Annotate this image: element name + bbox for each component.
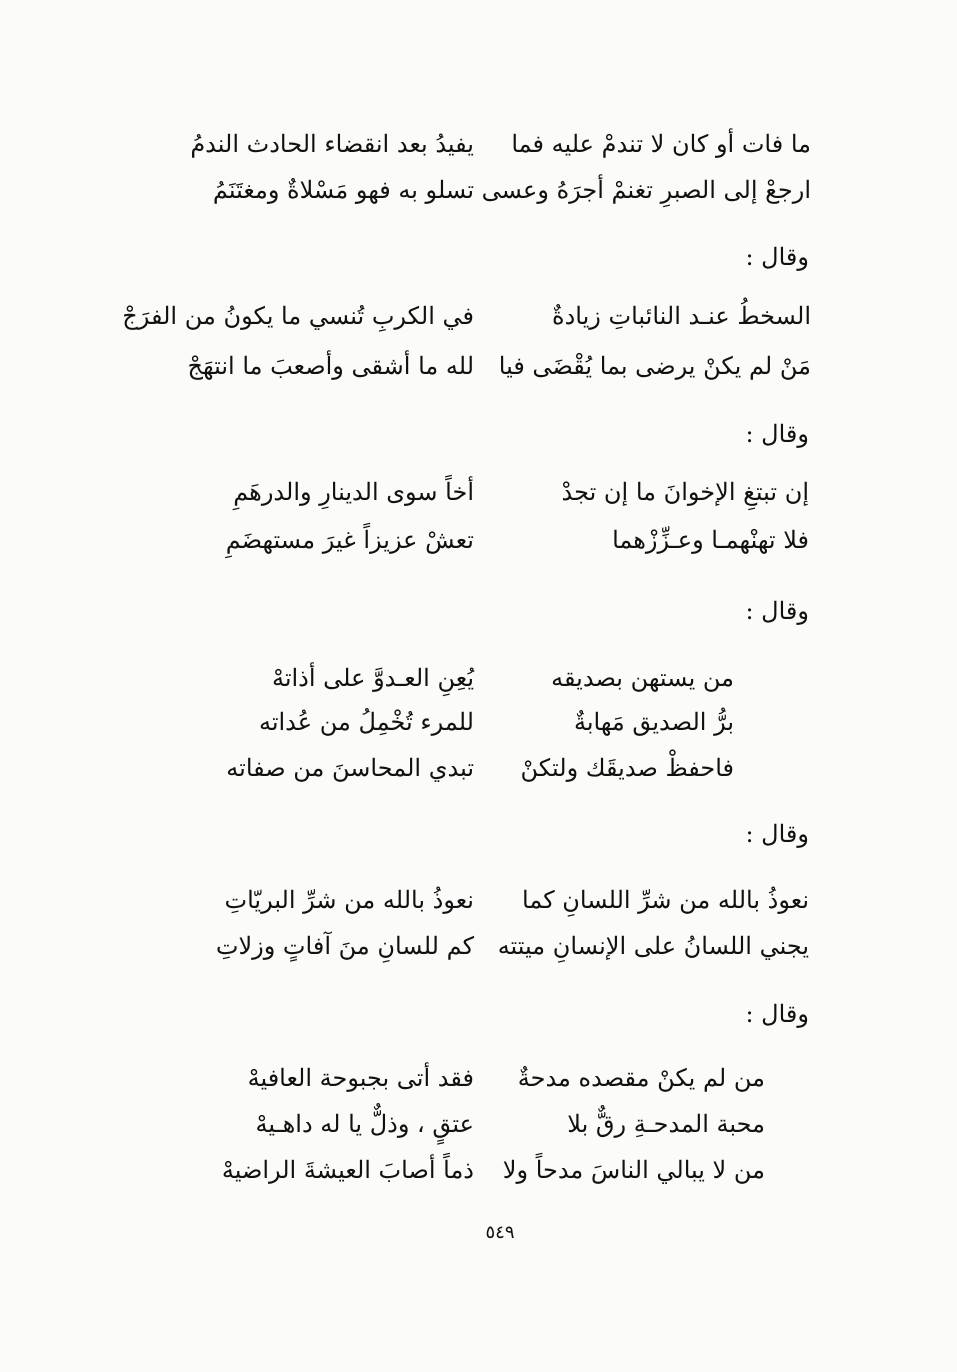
- verse-8-left: للمرء تُخْمِلُ من عُداته: [258, 708, 474, 736]
- verse-12-right: من لم يكنْ مقصده مدحةٌ: [517, 1064, 765, 1092]
- page-number: ٥٤٩: [485, 1222, 515, 1243]
- verse-5-left: أخاً سوى الدينارِ والدرهَمِ: [233, 478, 474, 506]
- verse-1-right: ما فات أو كان لا تندمْ عليه فما: [511, 130, 811, 158]
- verse-2-left: تسلو به فهو مَسْلاةٌ ومغتَنَمُ: [212, 176, 474, 204]
- verse-14-left: ذماً أصابَ العيشةَ الراضيهْ: [221, 1156, 474, 1184]
- section-intro-4: وقال :: [745, 820, 809, 848]
- verse-1-left: يفيدُ بعد انقضاء الحادث الندمُ: [190, 130, 474, 158]
- verse-7-left: يُعِنِ العـدوَّ على أذاتهْ: [271, 664, 474, 692]
- verse-5-right: إن تبتغِ الإخوانَ ما إن تجدْ: [561, 478, 809, 506]
- verse-11-right: يجني اللسانُ على الإنسانِ ميتته: [497, 932, 809, 960]
- verse-6-right: فلا تهنْهمـا وعـزِّزْهما: [612, 526, 809, 554]
- verse-2-right: ارجعْ إلى الصبرِ تغنمْ أجرَهُ وعسى: [481, 176, 811, 204]
- section-intro-1: وقال :: [745, 243, 809, 271]
- verse-10-left: نعوذُ بالله من شرِّ البريّاتِ: [224, 886, 474, 914]
- verse-3-left: في الكربِ تُنسي ما يكونُ من الفرَجْ: [122, 302, 474, 330]
- verse-4-right: مَنْ لم يكنْ يرضى بما يُقْضَى فيا: [498, 352, 811, 380]
- verse-6-left: تعشْ عزيزاً غيرَ مستهضَمِ: [225, 526, 474, 554]
- verse-9-left: تبدي المحاسنَ من صفاته: [226, 754, 474, 782]
- verse-14-right: من لا يبالي الناسَ مدحاً ولا: [502, 1156, 765, 1184]
- verse-10-right: نعوذُ بالله من شرِّ اللسانِ كما: [522, 886, 809, 914]
- section-intro-5: وقال :: [745, 1000, 809, 1028]
- verse-9-right: فاحفظْ صديقَك ولتكنْ: [520, 754, 734, 782]
- section-intro-2: وقال :: [745, 420, 809, 448]
- verse-12-left: فقد أتى بجبوحة العافيهْ: [247, 1064, 474, 1092]
- verse-7-right: من يستهن بصديقه: [551, 664, 734, 692]
- verse-3-right: السخطُ عنـد النائباتِ زيادةٌ: [552, 302, 811, 330]
- verse-11-left: كم للسانِ منَ آفاتٍ وزلاتِ: [215, 932, 474, 960]
- verse-13-right: محبة المدحـةِ رقٌّ بلا: [567, 1110, 765, 1138]
- section-intro-3: وقال :: [745, 597, 809, 625]
- verse-13-left: عتقٍ ، وذلٌّ يا له داهـيهْ: [255, 1110, 474, 1138]
- verse-8-right: برُّ الصديق مَهابةٌ: [573, 708, 734, 736]
- verse-4-left: لله ما أشقى وأصعبَ ما انتهَجْ: [187, 352, 474, 380]
